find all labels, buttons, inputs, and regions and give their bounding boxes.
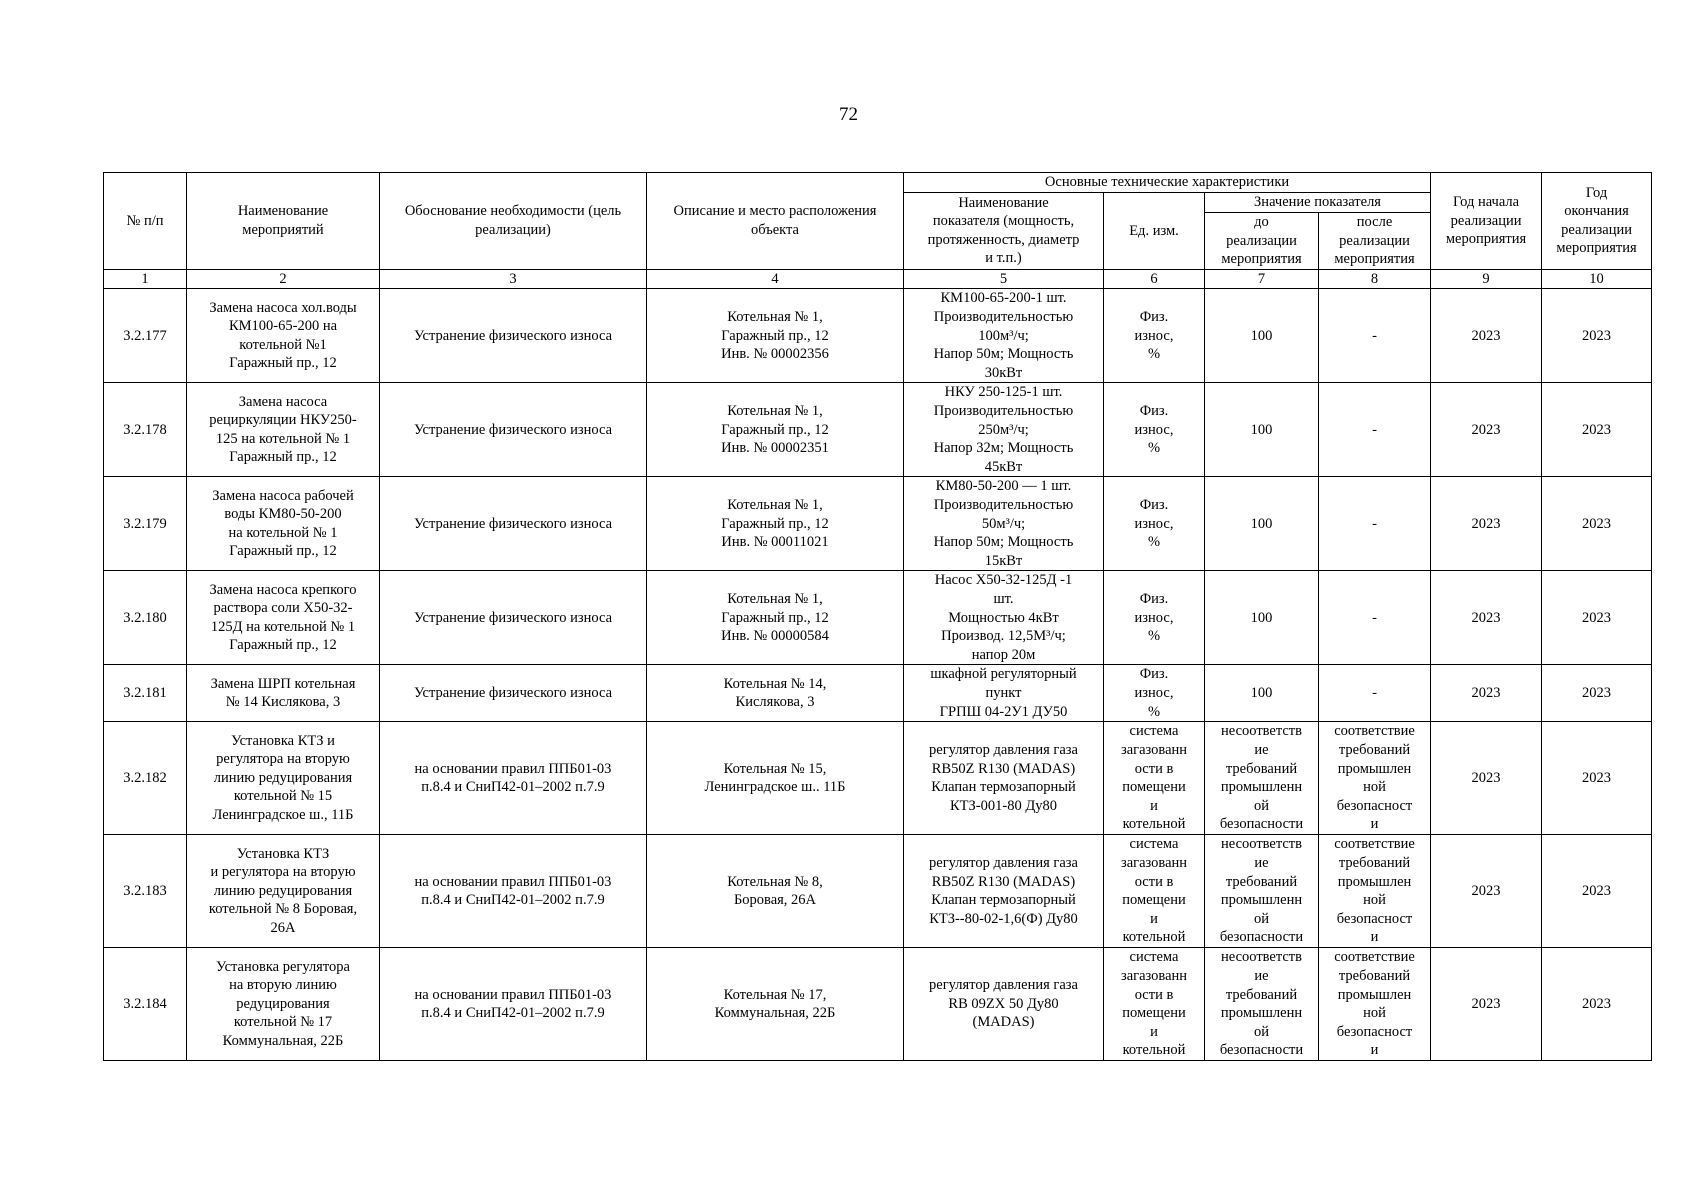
header-unit: Ед. изм. [1104,193,1205,270]
cell-unit: Физ. износ, % [1104,665,1205,722]
header-justification: Обоснование необходимости (цель реализации) [380,173,647,270]
table-row [104,665,1652,722]
cell-location: Котельная № 1, Гаражный пр., 12 Инв. № 00002356 [647,289,904,383]
cell-start-year: 2023 [1431,835,1542,948]
column-number: 10 [1542,269,1652,289]
cell-start-year: 2023 [1431,571,1542,665]
cell-justification: на основании правил ППБ01-03 п.8.4 и СниП42-01–2002 п.7.9 [380,722,647,835]
table-row [104,477,1652,571]
cell-after: соответствие требований промышлен ной безопасност и [1319,948,1431,1061]
cell-justification: Устранение физического износа [380,571,647,665]
table-row [104,383,1652,477]
cell-after: соответствие требований промышлен ной безопасност и [1319,835,1431,948]
cell-unit: Физ. износ, % [1104,289,1205,383]
measures-table [103,172,1652,1061]
cell-end-year: 2023 [1542,835,1652,948]
cell-after: - [1319,665,1431,722]
cell-unit: Физ. износ, % [1104,383,1205,477]
column-number: 8 [1319,269,1431,289]
cell-number: 3.2.183 [104,835,187,948]
cell-location: Котельная № 1, Гаражный пр., 12 Инв. № 00002351 [647,383,904,477]
table-row [104,571,1652,665]
cell-measure-name: Замена насоса рабочей воды КМ80-50-200 на котельной № 1 Гаражный пр., 12 [187,477,380,571]
cell-parameter: регулятор давления газа RB50Z R130 (MADAS) Клапан термозапорный КТЗ-001-80 Ду80 [904,722,1104,835]
cell-after: - [1319,383,1431,477]
cell-unit: Физ. износ, % [1104,571,1205,665]
cell-before: 100 [1205,477,1319,571]
cell-parameter: НКУ 250-125-1 шт. Производительностью 250м³/ч; Напор 32м; Мощность 45кВт [904,383,1104,477]
table-row [104,289,1652,383]
cell-start-year: 2023 [1431,722,1542,835]
cell-measure-name: Замена насоса рециркуляции НКУ250- 125 на котельной № 1 Гаражный пр., 12 [187,383,380,477]
page-number: 72 [839,104,858,125]
header-end-year: Год окончания реализации мероприятия [1542,173,1652,270]
cell-number: 3.2.184 [104,948,187,1061]
cell-end-year: 2023 [1542,722,1652,835]
header-location: Описание и место расположения объекта [647,173,904,270]
cell-end-year: 2023 [1542,665,1652,722]
cell-after: - [1319,477,1431,571]
header-measure-name: Наименование мероприятий [187,173,380,270]
header-start-year: Год начала реализации мероприятия [1431,173,1542,270]
cell-after: соответствие требований промышлен ной безопасност и [1319,722,1431,835]
cell-start-year: 2023 [1431,383,1542,477]
header-indicator-value: Значение показателя [1205,193,1431,213]
cell-measure-name: Замена насоса хол.воды КМ100-65-200 на котельной №1 Гаражный пр., 12 [187,289,380,383]
header-before: до реализации мероприятия [1205,213,1319,270]
cell-parameter: регулятор давления газа RB50Z R130 (MADAS) Клапан термозапорный КТЗ--80-02-1,6(Ф) Ду80 [904,835,1104,948]
cell-justification: на основании правил ППБ01-03 п.8.4 и СниП42-01–2002 п.7.9 [380,948,647,1061]
cell-after: - [1319,289,1431,383]
cell-number: 3.2.181 [104,665,187,722]
cell-unit: система загазованн ости в помещени и котельной [1104,948,1205,1061]
cell-number: 3.2.179 [104,477,187,571]
cell-before: несоответств ие требований промышленн ой безопасности [1205,722,1319,835]
cell-location: Котельная № 15, Ленинградское ш.. 11Б [647,722,904,835]
cell-after: - [1319,571,1431,665]
column-number: 9 [1431,269,1542,289]
column-number: 3 [380,269,647,289]
cell-measure-name: Замена насоса крепкого раствора соли Х50-32- 125Д на котельной № 1 Гаражный пр., 12 [187,571,380,665]
column-number: 7 [1205,269,1319,289]
cell-justification: на основании правил ППБ01-03 п.8.4 и СниП42-01–2002 п.7.9 [380,835,647,948]
cell-justification: Устранение физического износа [380,665,647,722]
cell-before: 100 [1205,571,1319,665]
header-parameter-name: Наименование показателя (мощность, протяженность, диаметр и т.п.) [904,193,1104,270]
column-number: 2 [187,269,380,289]
cell-unit: Физ. износ, % [1104,477,1205,571]
cell-parameter: шкафной регуляторный пункт ГРПШ 04-2У1 ДУ50 [904,665,1104,722]
column-number: 5 [904,269,1104,289]
table-body [104,289,1652,1061]
cell-number: 3.2.180 [104,571,187,665]
cell-location: Котельная № 14, Кислякова, 3 [647,665,904,722]
column-number: 4 [647,269,904,289]
cell-parameter: Насос Х50-32-125Д -1 шт. Мощностью 4кВт Производ. 12,5М³/ч; напор 20м [904,571,1104,665]
cell-measure-name: Установка КТЗ и регулятора на вторую линию редуцирования котельной № 8 Боровая, 26А [187,835,380,948]
cell-unit: система загазованн ости в помещени и котельной [1104,722,1205,835]
header-number: № п/п [104,173,187,270]
cell-number: 3.2.177 [104,289,187,383]
cell-before: 100 [1205,665,1319,722]
column-number: 1 [104,269,187,289]
cell-measure-name: Установка КТЗ и регулятора на вторую линию редуцирования котельной № 15 Ленинградское ш., 11Б [187,722,380,835]
cell-justification: Устранение физического износа [380,383,647,477]
cell-start-year: 2023 [1431,665,1542,722]
header-after: после реализации мероприятия [1319,213,1431,270]
cell-location: Котельная № 8, Боровая, 26А [647,835,904,948]
cell-end-year: 2023 [1542,571,1652,665]
cell-before: 100 [1205,383,1319,477]
cell-measure-name: Установка регулятора на вторую линию редуцирования котельной № 17 Коммунальная, 22Б [187,948,380,1061]
cell-number: 3.2.178 [104,383,187,477]
cell-location: Котельная № 17, Коммунальная, 22Б [647,948,904,1061]
cell-before: несоответств ие требований промышленн ой безопасности [1205,948,1319,1061]
cell-location: Котельная № 1, Гаражный пр., 12 Инв. № 00011021 [647,477,904,571]
cell-before: несоответств ие требований промышленн ой безопасности [1205,835,1319,948]
cell-end-year: 2023 [1542,383,1652,477]
cell-end-year: 2023 [1542,477,1652,571]
column-number-row [104,269,1652,289]
cell-parameter: КМ80-50-200 — 1 шт. Производительностью 50м³/ч; Напор 50м; Мощность 15кВт [904,477,1104,571]
cell-number: 3.2.182 [104,722,187,835]
cell-before: 100 [1205,289,1319,383]
cell-start-year: 2023 [1431,289,1542,383]
table-row [104,948,1652,1061]
cell-parameter: КМ100-65-200-1 шт. Производительностью 100м³/ч; Напор 50м; Мощность 30кВт [904,289,1104,383]
cell-unit: система загазованн ости в помещени и котельной [1104,835,1205,948]
cell-end-year: 2023 [1542,948,1652,1061]
header-tech-characteristics: Основные технические характеристики [904,173,1431,193]
cell-end-year: 2023 [1542,289,1652,383]
cell-parameter: регулятор давления газа RB 09ZX 50 Ду80 (MADAS) [904,948,1104,1061]
cell-location: Котельная № 1, Гаражный пр., 12 Инв. № 00000584 [647,571,904,665]
table-row [104,722,1652,835]
table-header [104,173,1652,289]
cell-start-year: 2023 [1431,477,1542,571]
cell-justification: Устранение физического износа [380,477,647,571]
cell-start-year: 2023 [1431,948,1542,1061]
cell-justification: Устранение физического износа [380,289,647,383]
table-row [104,835,1652,948]
cell-measure-name: Замена ШРП котельная № 14 Кислякова, 3 [187,665,380,722]
column-number: 6 [1104,269,1205,289]
